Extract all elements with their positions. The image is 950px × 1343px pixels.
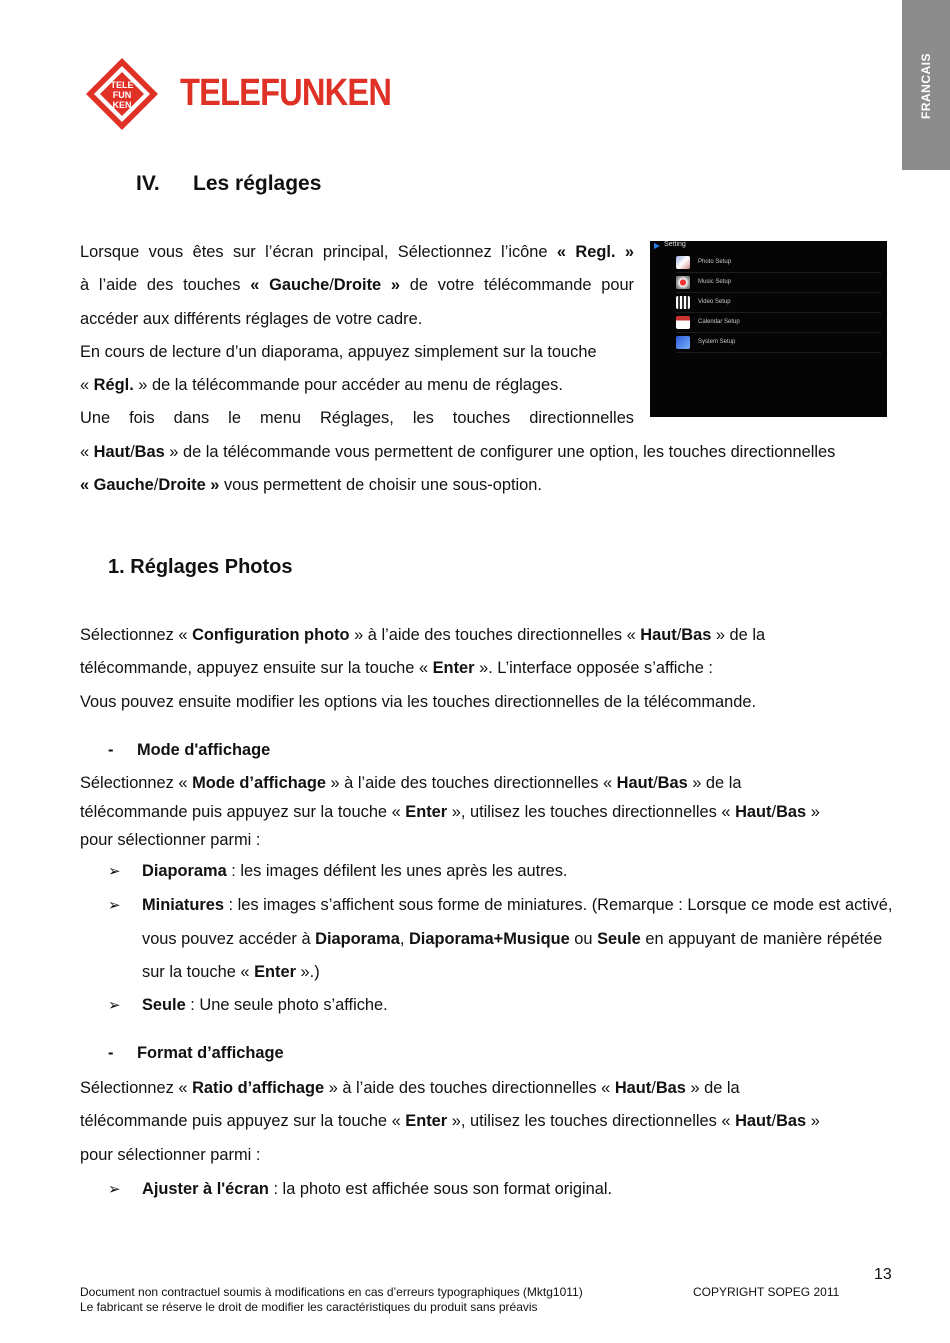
intro-line-5: « Régl. » de la télécommande pour accéder au menu de réglages. bbox=[80, 376, 563, 395]
dash-marker: - bbox=[108, 741, 114, 759]
screenshot-item-label: Music Setup bbox=[698, 279, 732, 285]
bullet-item bbox=[108, 989, 898, 1023]
section-title-text: Les réglages bbox=[193, 172, 322, 195]
intro-line-4: En cours de lecture d’un diaporama, appuyez simplement sur la touche bbox=[80, 342, 597, 361]
page-number: 13 bbox=[874, 1266, 892, 1283]
intro-line-1: Lorsque vous êtes sur l’écran principal, Sélectionnez l’icône « Regl. » bbox=[80, 243, 635, 261]
format-line-2: télécommande puis appuyez sur la touche « Enter », utilisez les touches directionnelles « Haut/Bas » bbox=[80, 1112, 820, 1131]
language-tab-label: FRANCAIS bbox=[919, 53, 933, 119]
bullet-text: Diaporama : les images défilent les unes après les autres. bbox=[142, 862, 568, 880]
calendar-icon bbox=[676, 316, 690, 329]
bullet-item bbox=[108, 855, 898, 889]
footer-line-2: Le fabricant se réserve le droit de modifier les caractéristiques du produit sans préavis bbox=[80, 1299, 538, 1314]
photos-line-3: Vous pouvez ensuite modifier les options via les touches directionnelles de la télécommande. bbox=[80, 692, 757, 711]
emblem-line-2: FUN bbox=[112, 90, 132, 100]
screenshot-item-label: System Setup bbox=[698, 339, 736, 345]
copyright: COPYRIGHT SOPEG 2011 bbox=[693, 1285, 840, 1299]
subsection-title-text: Réglages Photos bbox=[130, 556, 293, 578]
screenshot-item-calendar bbox=[676, 314, 881, 333]
bullet-text: Seule : Une seule photo s’affiche. bbox=[142, 996, 388, 1014]
photos-line-1: Sélectionnez « Configuration photo » à l’aide des touches directionnelles « Haut/Bas » de la bbox=[80, 626, 766, 644]
emblem-line-3: KEN bbox=[112, 100, 132, 110]
dash-marker: - bbox=[108, 1044, 114, 1062]
intro-paragraph-continued bbox=[80, 436, 894, 503]
intro-paragraph bbox=[80, 236, 634, 436]
mode-line-1: Sélectionnez « Mode d’affichage » à l’aide des touches directionnelles « Haut/Bas » de la bbox=[80, 774, 742, 792]
mode-heading-text: Mode d'affichage bbox=[137, 741, 271, 759]
section-number: IV. bbox=[136, 172, 160, 195]
footer-notice bbox=[80, 1285, 583, 1314]
footer-line-1: Document non contractuel soumis à modifications en cas d’erreurs typographiques (Mktg1011) bbox=[80, 1285, 583, 1299]
settings-menu-screenshot bbox=[650, 241, 887, 417]
format-paragraph bbox=[80, 1072, 900, 1172]
arrow-bullet-icon: ➢ bbox=[108, 897, 121, 914]
music-icon bbox=[676, 276, 690, 289]
play-arrow-icon bbox=[654, 243, 660, 249]
screenshot-item-label: Video Setup bbox=[698, 299, 731, 305]
mode-heading bbox=[108, 741, 270, 760]
screenshot-item-video bbox=[676, 294, 881, 313]
language-tab bbox=[902, 0, 950, 170]
intro-line-3: accéder aux différents réglages de votre cadre. bbox=[80, 309, 423, 328]
intro-line-7: « Haut/Bas » de la télécommande vous permettent de configurer une option, les touches directionnelles bbox=[80, 443, 836, 461]
screenshot-header bbox=[650, 241, 887, 251]
screenshot-item-label: Photo Setup bbox=[698, 259, 732, 265]
emblem-line-1: TELE bbox=[110, 80, 134, 90]
section-title bbox=[136, 172, 321, 196]
arrow-bullet-icon: ➢ bbox=[108, 997, 121, 1014]
arrow-bullet-icon: ➢ bbox=[108, 863, 121, 880]
bullet-text: Ajuster à l'écran : la photo est affichée sous son format original. bbox=[142, 1180, 613, 1198]
brand-wordmark: TELEFUNKEN bbox=[180, 72, 392, 114]
monitor-icon bbox=[676, 336, 690, 349]
intro-line-6: Une fois dans le menu Réglages, les touches directionnelles bbox=[80, 409, 634, 428]
format-line-3: pour sélectionner parmi : bbox=[80, 1145, 261, 1164]
screenshot-header-label: Setting bbox=[664, 241, 686, 248]
mode-line-2: télécommande puis appuyez sur la touche « Enter », utilisez les touches directionnelles « Haut/Bas » bbox=[80, 802, 820, 821]
format-heading-text: Format d’affichage bbox=[137, 1044, 284, 1062]
format-line-1: Sélectionnez « Ratio d’affichage » à l’aide des touches directionnelles « Haut/Bas » de la bbox=[80, 1079, 740, 1097]
intro-line-8: « Gauche/Droite » vous permettent de choisir une sous-option. bbox=[80, 476, 542, 495]
screenshot-item-label: Calendar Setup bbox=[698, 319, 740, 325]
subsection-number: 1. bbox=[108, 556, 125, 578]
arrow-bullet-icon: ➢ bbox=[108, 1181, 121, 1198]
telefunken-emblem-icon bbox=[84, 56, 160, 132]
screenshot-item-system bbox=[676, 334, 881, 353]
bullet-text: Miniatures : les images s’affichent sous forme de miniatures. (Remarque : Lorsque ce mode est activé, vous pouvez accéder à Diaporama, Diaporama+Musique ou Seule en appuyant de manière répétée sur la touche « Enter ».) bbox=[142, 896, 893, 981]
bullet-item bbox=[108, 889, 898, 989]
intro-line-2: à l’aide des touches « Gauche/Droite » de votre télécommande pour bbox=[80, 276, 635, 295]
screenshot-item-photo bbox=[676, 254, 881, 273]
bullet-item bbox=[108, 1173, 898, 1207]
subsection-title bbox=[108, 556, 293, 579]
photo-icon bbox=[676, 256, 690, 269]
photos-line-2: télécommande, appuyez ensuite sur la touche « Enter ». L’interface opposée s’affiche : bbox=[80, 659, 713, 678]
mode-paragraph bbox=[80, 769, 900, 855]
photos-paragraph bbox=[80, 619, 900, 719]
screenshot-item-music bbox=[676, 274, 881, 293]
mode-line-3: pour sélectionner parmi : bbox=[80, 831, 261, 849]
format-heading bbox=[108, 1044, 284, 1063]
video-icon bbox=[676, 296, 690, 309]
